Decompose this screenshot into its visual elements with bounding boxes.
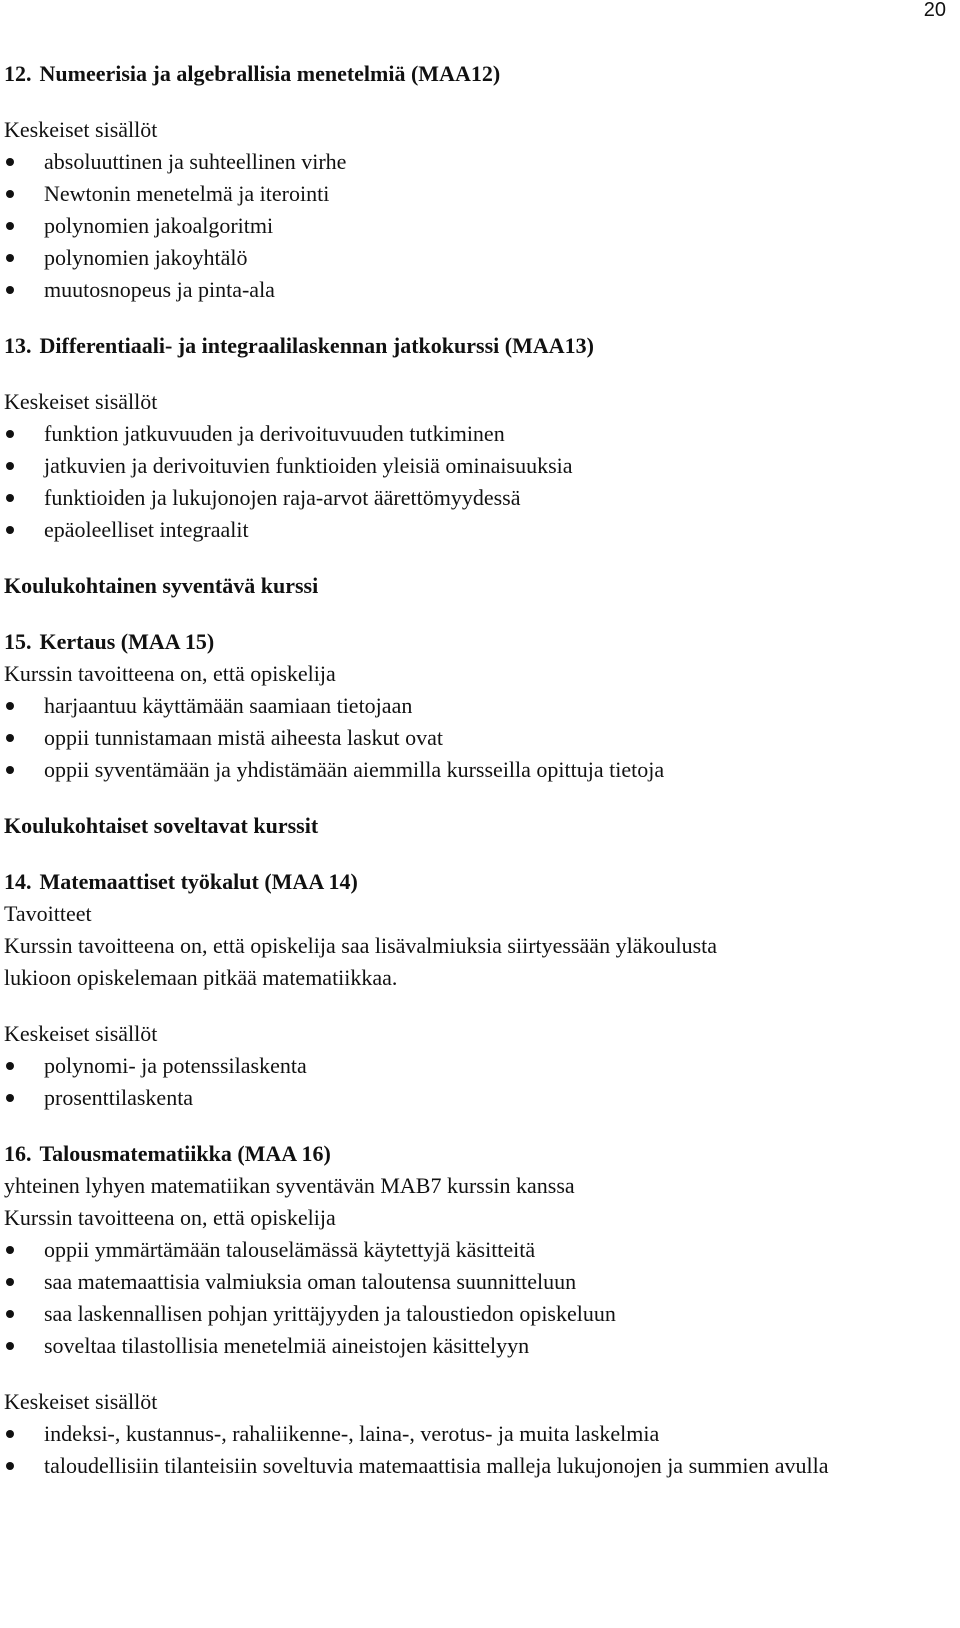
list-item: prosenttilaskenta xyxy=(4,1082,944,1114)
section-16-number: 16. xyxy=(4,1141,32,1166)
list-item: Newtonin menetelmä ja iterointi xyxy=(4,178,944,210)
list-item: funktion jatkuvuuden ja derivoituvuuden tutkiminen xyxy=(4,418,944,450)
bullet-icon xyxy=(6,702,14,710)
bullet-icon xyxy=(6,734,14,742)
section-16-subtitle: yhteinen lyhyen matematiikan syventävän MAB7 kurssin kanssa xyxy=(4,1173,575,1198)
section-14-title: Matemaattiset työkalut (MAA 14) xyxy=(39,869,358,894)
bullet-icon xyxy=(6,1062,14,1070)
bullet-icon xyxy=(6,1342,14,1350)
bullet-icon xyxy=(6,1310,14,1318)
section-14-heading xyxy=(4,866,944,898)
section-13-contents-list xyxy=(4,418,944,546)
section-14 xyxy=(4,866,944,1114)
list-item: jatkuvien ja derivoituvien funktioiden yleisiä ominaisuuksia xyxy=(4,450,944,482)
section-14-goal-text-1: Kurssin tavoitteena on, että opiskelija saa lisävalmiuksia siirtyessään yläkoulusta xyxy=(4,933,718,958)
section-12 xyxy=(4,58,944,306)
section-16-goal-list xyxy=(4,1234,944,1362)
list-item: oppii tunnistamaan mistä aiheesta laskut ovat xyxy=(4,722,944,754)
section-13 xyxy=(4,330,944,546)
list-item: muutosnopeus ja pinta-ala xyxy=(4,274,944,306)
section-14-goals-label: Tavoitteet xyxy=(4,901,92,926)
section-16-title: Talousmatematiikka (MAA 16) xyxy=(39,1141,331,1166)
bullet-icon xyxy=(6,1430,14,1438)
section-16-contents-list xyxy=(4,1418,944,1482)
list-item: saa matemaattisia valmiuksia oman taloutensa suunnitteluun xyxy=(4,1266,944,1298)
bullet-icon xyxy=(6,766,14,774)
section-16-contents-label: Keskeiset sisällöt xyxy=(4,1389,158,1414)
list-item: soveltaa tilastollisia menetelmiä aineistojen käsittelyyn xyxy=(4,1330,944,1362)
bullet-icon xyxy=(6,158,14,166)
list-item: funktioiden ja lukujonojen raja-arvot äärettömyydessä xyxy=(4,482,944,514)
section-14-contents-label: Keskeiset sisällöt xyxy=(4,1021,158,1046)
section-15-heading xyxy=(4,626,944,658)
list-item: indeksi-, kustannus-, rahaliikenne-, laina-, verotus- ja muita laskelmia xyxy=(4,1418,944,1450)
bullet-icon xyxy=(6,1462,14,1470)
document-body xyxy=(4,58,944,1482)
section-15-goal-label: Kurssin tavoitteena on, että opiskelija xyxy=(4,661,336,686)
list-item: polynomi- ja potenssilaskenta xyxy=(4,1050,944,1082)
section-15 xyxy=(4,626,944,786)
bullet-icon xyxy=(6,1246,14,1254)
section-12-contents-list xyxy=(4,146,944,306)
list-item: harjaantuu käyttämään saamiaan tietojaan xyxy=(4,690,944,722)
section-12-contents-label: Keskeiset sisällöt xyxy=(4,117,158,142)
section-13-title: Differentiaali- ja integraalilaskennan jatkokurssi (MAA13) xyxy=(39,333,594,358)
page-number: 20 xyxy=(923,0,946,21)
list-item: polynomien jakoyhtälö xyxy=(4,242,944,274)
section-15-title: Kertaus (MAA 15) xyxy=(39,629,215,654)
section-16-goal-label: Kurssin tavoitteena on, että opiskelija xyxy=(4,1205,336,1230)
deep-course-heading: Koulukohtainen syventävä kurssi xyxy=(4,573,319,598)
list-item: absoluuttinen ja suhteellinen virhe xyxy=(4,146,944,178)
list-item: taloudellisiin tilanteisiin soveltuvia matemaattisia malleja lukujonojen ja summien avulla xyxy=(4,1450,944,1482)
bullet-icon xyxy=(6,462,14,470)
section-14-number: 14. xyxy=(4,869,32,894)
section-13-contents-label: Keskeiset sisällöt xyxy=(4,389,158,414)
bullet-icon xyxy=(6,526,14,534)
applied-courses-heading: Koulukohtaiset soveltavat kurssit xyxy=(4,813,319,838)
bullet-icon xyxy=(6,254,14,262)
section-13-number: 13. xyxy=(4,333,32,358)
list-item: epäoleelliset integraalit xyxy=(4,514,944,546)
section-14-goal-text-2: lukioon opiskelemaan pitkää matematiikkaa. xyxy=(4,965,398,990)
list-item: polynomien jakoalgoritmi xyxy=(4,210,944,242)
section-12-heading xyxy=(4,58,944,90)
section-16 xyxy=(4,1138,944,1482)
bullet-icon xyxy=(6,222,14,230)
bullet-icon xyxy=(6,1278,14,1286)
section-15-goal-list xyxy=(4,690,944,786)
section-12-title: Numeerisia ja algebrallisia menetelmiä (MAA12) xyxy=(39,61,501,86)
list-item: oppii ymmärtämään talouselämässä käytettyjä käsitteitä xyxy=(4,1234,944,1266)
section-15-number: 15. xyxy=(4,629,32,654)
list-item: oppii syventämään ja yhdistämään aiemmilla kursseilla opittuja tietoja xyxy=(4,754,944,786)
section-16-heading xyxy=(4,1138,944,1170)
bullet-icon xyxy=(6,1094,14,1102)
bullet-icon xyxy=(6,286,14,294)
section-14-contents-list xyxy=(4,1050,944,1114)
section-13-heading xyxy=(4,330,944,362)
bullet-icon xyxy=(6,190,14,198)
section-12-number: 12. xyxy=(4,61,32,86)
bullet-icon xyxy=(6,494,14,502)
bullet-icon xyxy=(6,430,14,438)
list-item: saa laskennallisen pohjan yrittäjyyden ja taloustiedon opiskeluun xyxy=(4,1298,944,1330)
